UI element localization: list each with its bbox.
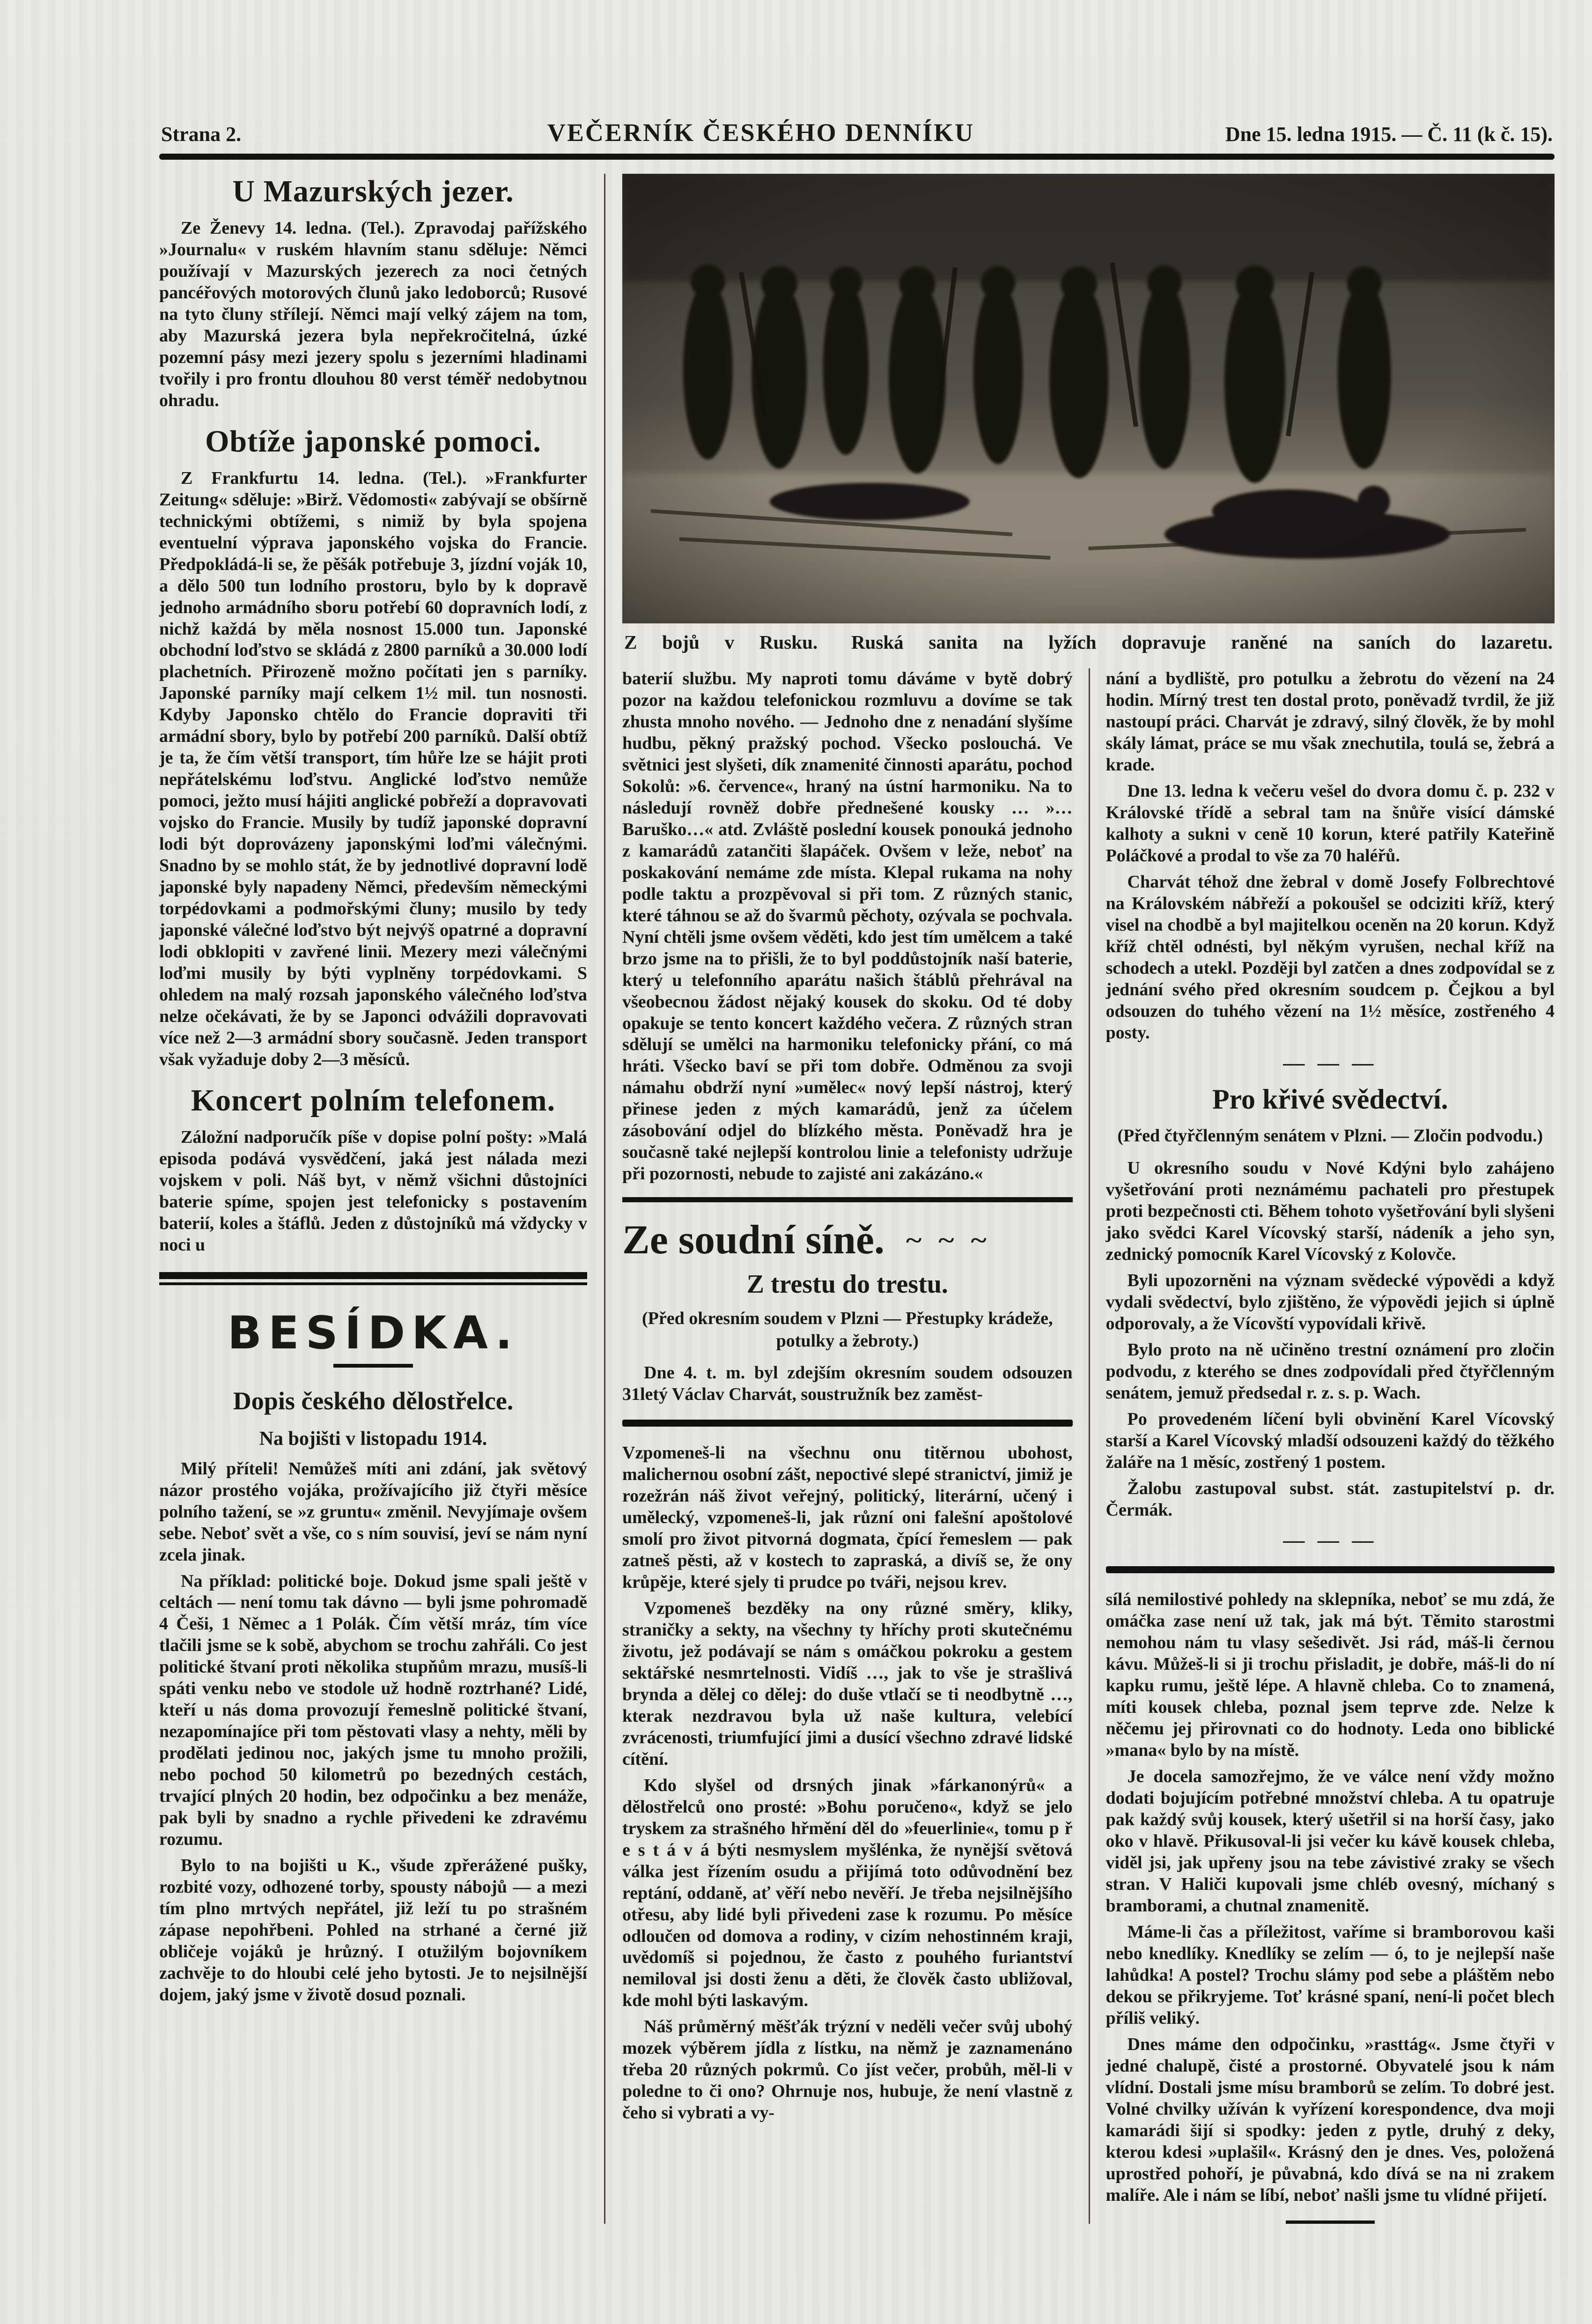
photo-figure [622, 174, 1555, 666]
besidka-continued-rule-middle [622, 1420, 1073, 1427]
besidka-separator-rule [159, 1272, 587, 1285]
case2-title: Pro křivé svědectví. [1212, 1084, 1448, 1115]
article-body-koncert-continued: baterií službu. My naproti tomu dáváme v bytě dobrý pozor na každou telefonickou rozmluvu a dovíme se tak zhusta mnoho nového. — Jednoho dne z nenadání slyšíme hudbu, pěkný pražský pochod. Všecko poslouchá. Ve světnici jest slyšeti, dík znamenité činnosti aparátu, pochod Sokolů: »6. července«, hraný na ústní harmoniku. Na to následují rovněž dobře přednešené kousky … »… Baruško…« atd. Zvláště poslední kousek ponouká jednoho z kamarádů zatančiti šlapáček. Ovšem v leže, neboť na poskakování nemáme zde místa. Klepal rukama na nohy podle taktu a prozpěvoval si při tom. Z různých stanic, které táhnou se až do švarmů pěchoty, ozývala se pochvala. Nyní chtěli jsme ovšem věděti, kdo jest tím umělcem a také brzo jsme na to přišli, že to byl poddůstojník naší baterie, který u telefonního aparátu našich štáblů přehrával na všeobecnou žádost nějaký kousek do skoku. Od té doby opakuje se tento koncert každého večera. Z různých stran sdělují se umělci na harmoniku telefonicky přání, co má hráti. Všecko baví se při tom dobře. Odměnou za svoji námahu obdrží nyní »umělec« nový lepší nástroj, který přinese jeden z mých kamarádů, jenž za účelem zásobování odjel do blízkého města. Poněvadž hra je současně také nejlepší kontrolou linie a telefonisty udržuje při pozornosti, nebude to zajisté ani zakázáno.« [622, 669, 1073, 1184]
case1-intro: (Před okresním soudem v Plzni — Přestupky krádeže, potulky a žebroty.) [642, 1309, 1053, 1351]
besidka-paragraph: Je docela samozřejmo, že ve válce není vždy možno dodati bojujícím potřebné množství chleba. A tu opatruje pak každý svůj kousek, který ušetřil si na horší časy, jako oko v hlavě. Přikusoval-li jsi večer ku kávě kousek chleba, viděl jsi, jak upřeny jsou na tebe závistivé zraky se všech stran. V Haliči kupovali jsme chléb ovesný, míchaný s bramborami, a chutnal znamenitě. [1106, 1767, 1555, 1916]
date-issue-label: Dne 15. ledna 1915. — Č. 11 (k č. 15). [1225, 123, 1553, 146]
photo-caption [622, 623, 1555, 666]
court-section-title [622, 1216, 1073, 1264]
page-header [0, 0, 1592, 147]
article-body-mazurska-jezera: Ze Ženevy 14. ledna. (Tel.). Zpravodaj pařížského »Journalu« v ruském hlavním stanu sděluje: Němci používají v Mazurských jezerech za noci četných pancéřových motorových člunů jako ledoborců; Rusové na tyto čluny střílejí. Němci mají velký zájem na tom, aby Mazurská jezera byla nepřekročitelná, úzké pozemní pásy mezi jezery spolu s jezerními hladinami tvořily i pro frontu dlouhou 80 verst téměř nedobytnou ohradu. [159, 218, 587, 410]
column-middle [622, 668, 1089, 2224]
page-number-label: Strana 2. [161, 123, 242, 146]
photo-caption-text: Ruská sanita na lyžích dopravuje raněné na saních do lazaretu. [851, 631, 1553, 653]
besidka-dateline: Na bojišti v listopadu 1914. [259, 1428, 487, 1450]
besidka-paragraph: Milý příteli! Nemůžeš míti ani zdání, jak světový názor prostého vojáka, prožívajícího již čtyři měsíce polního tažení, se »z gruntu« změnil. Nevyjímaje ovšem sebe. Neboť svět a vše, co s ním souvisí, jeví se nám nyní zcela jinak. [159, 1458, 587, 1565]
photo-war-scene-art [622, 174, 1555, 623]
besidka-paragraph: Máme-li čas a příležitost, vaříme si bramborovou kaši nebo knedlíky. Knedlíky se zelím — ó, to je nejlepší naše lahůdka! A postel? Trochu slámy pod sebe a pláštěm nebo dekou se přikryjeme. Toť krásné spaní, není-li počet blech příliš veliký. [1106, 1922, 1555, 2028]
case2-paragraph: Bylo proto na ně učiněno trestní oznámení pro zločin podvodu, z kterého se dnes zodpovídali před čtyřčlenným senátem, jemuž předsedal r. z. s. p. Wach. [1106, 1340, 1555, 1403]
dash-separator: — — — [1283, 1528, 1378, 1552]
besidka-paragraph: Vzpomeneš bezděky na ony různé směry, kliky, straničky a sekty, na všechny ty hříchy proti skutečnému životu, jež podávají se nám s omáčkou pokroku a gestem sektářské nesmrtelnosti. Vidíš …, jak to vše je strašlivá brynda a dělej co dělej: do duše vtlačí se ti neodbytně …, kterak nezdravou byla už naše kultura, velebící zvrácenosti, triumfující jimi a dusící všechno zdravé lidské cítění. [622, 1598, 1073, 1769]
masthead-title: VEČERNÍK ČESKÉHO DENNÍKU [547, 118, 975, 147]
court-section-rule [622, 1197, 1073, 1202]
lower-two-columns [622, 668, 1555, 2224]
case2-intro: (Před čtyřčlenným senátem v Plzni. — Zločin podvodu.) [1117, 1126, 1543, 1146]
case1-title: Z trestu do trestu. [746, 1270, 948, 1299]
case1-paragraph: Dne 13. ledna k večeru vešel do dvora domu č. p. 232 v Královské třídě a sebral tam na šnůře visící dámské kalhoty a sukni v ceně 10 korun, které patřily Kateřině Poláčkové a prodal to vše za 70 haléřů. [1106, 781, 1555, 866]
case2-paragraph: U okresního soudu v Nové Kdýni bylo zahájeno vyšetřování proti neznámému pachateli pro přestupek proti bezpečnosti cti. Během tohoto vyšetřování byli slyšeni jako svědci Karel Vícovský starší, nádeník a jeho syn, zednický pomocník Karel Vícovský z Kolovče. [1106, 1158, 1555, 1264]
header-rule [159, 154, 1555, 160]
besidka-end-rule [1286, 2220, 1375, 2224]
besidka-paragraph: Bylo to na bojišti u K., všude zpřerážené pušky, rozbité vozy, odhozené torby, spousty nábojů — a mezi tím plno mrtvých nepřátel, již leží tu po strašném zápase nepohřbeni. Pohled na strhané a černé již obličeje vojáků je hrůzný. I otužilým bojovníkem zachvěje to do hloubi celé jeho bytosti. Je to nejsilnější dojem, jaký jsme v životě dosud poznali. [159, 1856, 587, 2005]
case1-body-continued: nání a bydliště, pro potulku a žebrotu do vězení na 24 hodin. Mírný trest ten dostal proto, poněvadž tvrdil, že již nastoupí práci. Charvát je zdravý, silný člověk, že by mohl skály lámat, práce se mu však znechutila, toulá se, žebrá a krade. [1106, 669, 1555, 775]
besidka-section-title: BESÍDKA. [227, 1306, 519, 1359]
article-body-koncert-start: Záložní nadporučík píše v dopise polní pošty: »Malá episoda podává vysvědčení, jaká jest nálada mezi vojskem v poli. Náš byt, v němž všichni důstojníci baterie spíme, spojen jest telefonicky s postavením baterií, koles a štáflů. Jeden z důstojníků má vždycky v noci u [159, 1127, 587, 1255]
besidka-article-title: Dopis českého dělostřelce. [233, 1386, 514, 1415]
besidka-paragraph: Náš průměrný měšťák trýzní v neděli večer svůj ubohý mozek výběrem jídla z lístku, na němž je zaznamenáno třeba 20 různých pokrmů. Co jíst večer, probůh, měl-li v poledne to či ono? Ohrnuje nos, hubuje, že není vlastně z čeho si vybrati a vy- [622, 2017, 1073, 2123]
besidka-title-rule [333, 1364, 413, 1368]
besidka-paragraph: Na příklad: politické boje. Dokud jsme spali ještě v celtách — není tomu tak dávno — byli jsme pohromadě 4 Češi, 1 Němec a 1 Polák. Čím větší mráz, tím více tlačili jsme se k sobě, abychom se trochu zahřáli. Co jest politické štvaní proti několika stupňům mrazu, musíš-li spáti venku nebo ve stodole už hodně roztrhané? Lidé, kteří u nás doma provozují řemeslně politické štvaní, nezapomínajíce při tom pěstovati vlasy a nehty, měli by prodělati jedinou noc, jakých jsme tu mnoho prožili, nebo pochod 50 kilometrů po bezedných cestách, trvající plných 20 hodin, bez odpočinku a bez menáže, pak byli by snadno a rychle přivedeni ke zdravému rozumu. [159, 1571, 587, 1850]
besidka-continued-rule-right [1106, 1566, 1555, 1573]
photo-caption-lead: Z bojů v Rusku. [624, 631, 818, 653]
case2-paragraph: Po provedeném líčení byli obvinění Karel Vícovský starší a Karel Vícovský mladší odsouzeni každý do těžkého žaláře na 1 měsíc, zostřený 1 postem. [1106, 1409, 1555, 1472]
article-title-mazurska-jezera: U Mazurských jezer. [232, 174, 514, 208]
article-title-japonska-pomoc: Obtíže japonské pomoci. [205, 424, 541, 459]
dash-separator: — — — [1283, 1051, 1378, 1075]
columns-right-wrap [604, 174, 1555, 2224]
besidka-paragraph: Kdo slyšel od drsných jinak »fárkanonýrů« a dělostřelců ono prosté: »Bohu poručeno«, když se jelo tryskem za strašného hřmění děl do »feuerlinie«, tomu p ř e s t á v á býti nesmyslem myšlénka, že nynější světová válka jest řízením osudu a přijímá toto odůvodnění bez reptání, oddaně, ať věří nebo nevěří. Je třeba nejsilnějšího otřesu, aby lidé byli přivedeni zase k rozumu. Po měsíce odloučen od domova a rodiny, v cizím nehostinném kraji, uvědomíš si pojednou, že často z pouhého furiantství nemiloval jsi dosti ženu a děti, že člověk často ubližoval, kde mohl býti laskavým. [622, 1775, 1073, 2011]
besidka-paragraph: Dnes máme den odpočinku, »rasttág«. Jsme čtyři v jedné chalupě, čisté a prostorné. Obyvatelé jsou k nám vlídní. Dostali jsme mísu bramborů se zelím. To dobré jest. Volné chvilky užíván k vyřízení korespondence, dva moji kamarádi šijí si spodky: jeden z pytle, druhý z deky, kterou kdesi »uplašil«. Krásný den je dnes. Ves, položená uprostřed pohoří, je půvabná, kdo dívá se na ni zrakem malíře. Ale i nám se líbí, neboť našli jsme tu vlídné přijetí. [1106, 2034, 1555, 2205]
article-body-japonska-pomoc: Z Frankfurtu 14. ledna. (Tel.). »Frankfurter Zeitung« sděluje: »Birž. Vědomosti« zabývají se obšírně technickými obtížemi, s nimiž by byla spojena eventuelní výprava japonského vojska do Francie. Předpokládá-li se, že pěšák potřebuje 3, jízdní voják 10, a dělo 500 tun lodního prostoru, bylo by k dopravě jednoho armádního sboru potřebí 60 dopravních lodí, z nichž každá by měla nosnost 15.000 tun. Japonské obchodní loďstvo se skládá z 2800 parníků a 30.000 lodí plachetních. Přirozeně možno počítati jen s parníky. Japonské parníky mají celkem 1½ mil. tun nosnosti. Kdyby Japonsko chtělo do Francie dopraviti tři armádní sbory, bylo by potřebí 200 parníků. Další obtíž je ta, že čím větší transport, tím hůře lze se hájit proti nepřátelskému loďstvu. Anglické loďstvo nemůže pomoci, ježto musí hájiti anglické pobřeží a dopravovati vojsko do Francie. Musily by tudíž japonské dopravní lodi být doprovázeny japonskými loďmi válečnými. Snadno by se mohlo stát, že by jednotlivé dopravní lodě japonské byly napadeny Němci, především německými torpédovkami a podmořskými čluny; musilo by tedy japonské válečné loďstvo být nejvýš opatrné a dopravní lodi obklopiti v zavřené linii. Mezery mezi válečnými loďmi musily by býti vyplněny torpédovkami. S ohledem na malý rozsah japonského válečného loďstva nelze očekávati, že by se Japonci odvážili dopravovati více než 2—3 armádní sbory současně. Jeden transport však vyžaduje doby 2—3 měsíců. [159, 468, 587, 1069]
separator-bar-thick [159, 1272, 587, 1279]
case2-paragraph: Žalobu zastupoval subst. stát. zastupitelství p. dr. Čermák. [1106, 1478, 1555, 1520]
article-title-koncert-telefonem: Koncert polním telefonem. [191, 1083, 556, 1118]
page-content [0, 160, 1592, 2224]
besidka-paragraph: sílá nemilostivé pohledy na sklepníka, neboť se mu zdá, že omáčka zase není už tak, jak má být. Těmito starostmi nemohou nám tu vlasy sešedivět. Jsi rád, máš-li černou kávu. Můžeš-li si ji trochu přisladit, je dobře, máš-li do ní kapku rumu, ještě lépe. A hlavně chleba. Co to znamená, míti kousek chleba, poznal jsem teprve zde. Nelze k něčemu jej přirovnati co do hodnoty. Leda ono biblické »mana« bylo by na místě. [1106, 1590, 1555, 1761]
separator-bar-thin [159, 1282, 587, 1285]
case1-paragraph: Charvát téhož dne žebral v domě Josefy Folbrechtové na Královském nábřeží a pokoušel se odciziti kříž, který visel na chodbě a byl majitelkou oceněn na 20 korun. Když kříž chtěl odnésti, byl někým vyrušen, nechal kříž na schodech a utekl. Později byl zatčen a dnes zodpovídal se z jednání svého před okresním soudcem p. Čejkou a byl odsouzen do tuhého vězení na 1½ měsíce, zostřeného 4 posty. [1106, 872, 1555, 1043]
case2-paragraph: Byli upozorněni na význam svědecké výpovědi a když vydali svědectví, bylo zjištěno, že výpovědi jejich si úplně odporovaly, a že Vícovští vypovídali křivě. [1106, 1270, 1555, 1333]
case1-body-start: Dne 4. t. m. byl zdejším okresním soudem odsouzen 31letý Václav Charvát, soustružník bez zaměst- [622, 1363, 1073, 1405]
court-section-title-text: Ze soudní síně. [622, 1217, 884, 1263]
column-left [159, 174, 604, 2224]
swash-ornament: ~ ~ ~ [906, 1226, 991, 1253]
column-right [1089, 668, 1555, 2224]
photo-war-scene [622, 174, 1555, 623]
besidka-paragraph: Vzpomeneš-li na všechnu onu titěrnou ubohost, malichernou osobní zášt, nepoctivé slepé stranictví, jimiž je rozežrán náš život veřejný, politický, literární, učený i umělecký, vzpomeneš-li, jak různí oni falešní apoštolové smolí pro život pitvorná dogmata, čpící řemeslem — pak zatneš pěsti, až v kostech to zapraská, a divíš se, že ony krůpěje, které sjely ti prudce po tváři, nejsou krev. [622, 1443, 1073, 1592]
